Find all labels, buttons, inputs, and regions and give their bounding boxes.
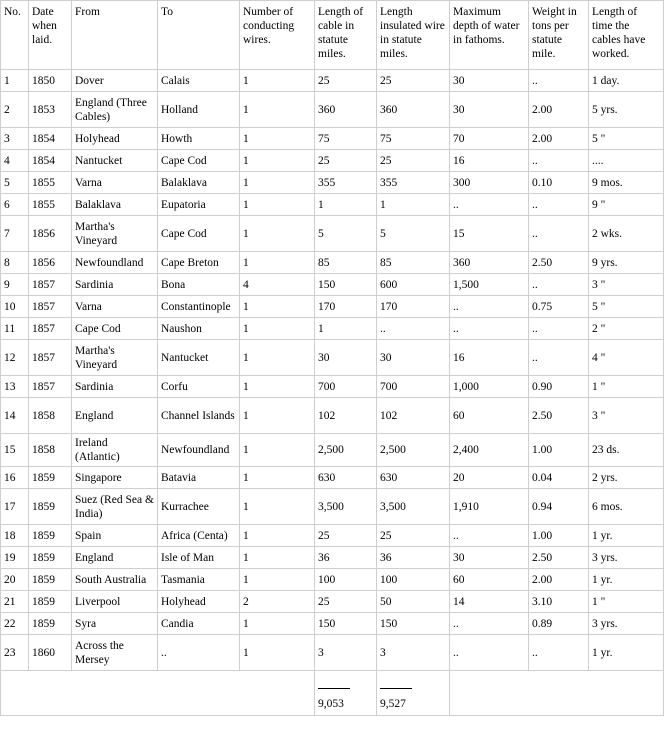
cell-no: 20 bbox=[1, 569, 29, 591]
cell-weight: .. bbox=[529, 150, 589, 172]
cell-worked: 2 wks. bbox=[589, 216, 664, 252]
cell-date: 1855 bbox=[29, 194, 72, 216]
cell-from: England bbox=[72, 398, 158, 434]
cell-wires: 1 bbox=[240, 150, 315, 172]
cell-no: 15 bbox=[1, 434, 29, 467]
cell-no: 7 bbox=[1, 216, 29, 252]
cell-date: 1859 bbox=[29, 525, 72, 547]
cell-cable: 25 bbox=[315, 150, 377, 172]
header-no: No. bbox=[1, 1, 29, 70]
total-insulated-cell bbox=[377, 671, 450, 716]
cell-weight: 0.90 bbox=[529, 376, 589, 398]
cell-no: 2 bbox=[1, 92, 29, 128]
cell-to: Holyhead bbox=[158, 591, 240, 613]
header-insulated-length: Length insulated wire in statute miles. bbox=[377, 1, 450, 70]
cell-insulated: 75 bbox=[377, 128, 450, 150]
sum-rule bbox=[318, 688, 350, 689]
cell-cable: 100 bbox=[315, 569, 377, 591]
table-row bbox=[1, 434, 664, 467]
cell-weight: 0.94 bbox=[529, 489, 589, 525]
cell-no: 19 bbox=[1, 547, 29, 569]
cell-wires: 1 bbox=[240, 613, 315, 635]
cell-date: 1859 bbox=[29, 489, 72, 525]
cell-no: 8 bbox=[1, 252, 29, 274]
cell-no: 5 bbox=[1, 172, 29, 194]
cell-cable: 102 bbox=[315, 398, 377, 434]
header-wires: Number of conducting wires. bbox=[240, 1, 315, 70]
cell-date: 1857 bbox=[29, 340, 72, 376]
cell-depth: 1,000 bbox=[450, 376, 529, 398]
cell-worked: 5 " bbox=[589, 296, 664, 318]
cell-wires: 1 bbox=[240, 340, 315, 376]
cell-cable: 75 bbox=[315, 128, 377, 150]
cell-no: 6 bbox=[1, 194, 29, 216]
header-date: Date when laid. bbox=[29, 1, 72, 70]
cell-date: 1850 bbox=[29, 70, 72, 92]
cell-weight: .. bbox=[529, 635, 589, 671]
cell-cable: 2,500 bbox=[315, 434, 377, 467]
table-row bbox=[1, 591, 664, 613]
cell-no: 14 bbox=[1, 398, 29, 434]
cell-wires: 1 bbox=[240, 635, 315, 671]
cell-worked: 2 " bbox=[589, 318, 664, 340]
cell-depth: .. bbox=[450, 525, 529, 547]
cell-worked: 3 " bbox=[589, 398, 664, 434]
cell-insulated: 100 bbox=[377, 569, 450, 591]
table-row bbox=[1, 398, 664, 434]
header-row bbox=[1, 1, 664, 70]
cell-to: Newfoundland bbox=[158, 434, 240, 467]
cell-weight: 1.00 bbox=[529, 434, 589, 467]
cell-worked: 5 yrs. bbox=[589, 92, 664, 128]
cell-no: 16 bbox=[1, 467, 29, 489]
cell-weight: 0.04 bbox=[529, 467, 589, 489]
table-body bbox=[1, 70, 664, 671]
cell-depth: 2,400 bbox=[450, 434, 529, 467]
cell-from: Cape Cod bbox=[72, 318, 158, 340]
cell-cable: 360 bbox=[315, 92, 377, 128]
cell-to: Cape Breton bbox=[158, 252, 240, 274]
cell-wires: 1 bbox=[240, 467, 315, 489]
cell-no: 3 bbox=[1, 128, 29, 150]
cell-worked: 1 " bbox=[589, 376, 664, 398]
cell-no: 1 bbox=[1, 70, 29, 92]
cell-depth: 60 bbox=[450, 569, 529, 591]
cell-wires: 4 bbox=[240, 274, 315, 296]
cell-no: 13 bbox=[1, 376, 29, 398]
cell-to: Eupatoria bbox=[158, 194, 240, 216]
cell-worked: 3 yrs. bbox=[589, 613, 664, 635]
cell-wires: 1 bbox=[240, 398, 315, 434]
cell-date: 1854 bbox=[29, 128, 72, 150]
cell-weight: 2.50 bbox=[529, 398, 589, 434]
cell-cable: 5 bbox=[315, 216, 377, 252]
cell-worked: 1 yr. bbox=[589, 525, 664, 547]
cell-depth: .. bbox=[450, 194, 529, 216]
cell-wires: 1 bbox=[240, 525, 315, 547]
cell-to: Tasmania bbox=[158, 569, 240, 591]
table-row bbox=[1, 489, 664, 525]
cell-worked: 1 yr. bbox=[589, 569, 664, 591]
cell-date: 1855 bbox=[29, 172, 72, 194]
cell-to: Batavia bbox=[158, 467, 240, 489]
cell-date: 1859 bbox=[29, 591, 72, 613]
cell-to: Cape Cod bbox=[158, 150, 240, 172]
table-row bbox=[1, 92, 664, 128]
cell-depth: .. bbox=[450, 318, 529, 340]
cell-cable: 150 bbox=[315, 274, 377, 296]
cell-wires: 1 bbox=[240, 92, 315, 128]
cell-to: .. bbox=[158, 635, 240, 671]
cell-worked: 23 ds. bbox=[589, 434, 664, 467]
cell-wires: 1 bbox=[240, 172, 315, 194]
cell-date: 1859 bbox=[29, 467, 72, 489]
cell-worked: 9 " bbox=[589, 194, 664, 216]
cell-depth: 30 bbox=[450, 70, 529, 92]
cell-cable: 1 bbox=[315, 194, 377, 216]
cell-depth: 14 bbox=[450, 591, 529, 613]
sum-rule bbox=[380, 688, 412, 689]
cell-insulated: 150 bbox=[377, 613, 450, 635]
cell-cable: 25 bbox=[315, 591, 377, 613]
cell-depth: 60 bbox=[450, 398, 529, 434]
cell-worked: 6 mos. bbox=[589, 489, 664, 525]
cell-from: Singapore bbox=[72, 467, 158, 489]
cell-from: England (Three Cables) bbox=[72, 92, 158, 128]
cell-cable: 36 bbox=[315, 547, 377, 569]
header-weight: Weight in tons per statute mile. bbox=[529, 1, 589, 70]
cell-no: 9 bbox=[1, 274, 29, 296]
cell-insulated: 170 bbox=[377, 296, 450, 318]
cell-from: Dover bbox=[72, 70, 158, 92]
totals-row bbox=[1, 671, 664, 716]
header-worked: Length of time the cables have worked. bbox=[589, 1, 664, 70]
cell-weight: .. bbox=[529, 340, 589, 376]
cell-worked: 5 " bbox=[589, 128, 664, 150]
cell-insulated: 36 bbox=[377, 547, 450, 569]
cell-date: 1857 bbox=[29, 274, 72, 296]
cell-worked: 1 " bbox=[589, 591, 664, 613]
cell-insulated: 102 bbox=[377, 398, 450, 434]
cell-depth: 16 bbox=[450, 340, 529, 376]
table-row bbox=[1, 525, 664, 547]
cell-from: Varna bbox=[72, 172, 158, 194]
cell-date: 1854 bbox=[29, 150, 72, 172]
table-row bbox=[1, 150, 664, 172]
cell-to: Naushon bbox=[158, 318, 240, 340]
cell-to: Channel Islands bbox=[158, 398, 240, 434]
cell-worked: 9 mos. bbox=[589, 172, 664, 194]
cell-worked: 9 yrs. bbox=[589, 252, 664, 274]
cell-insulated: .. bbox=[377, 318, 450, 340]
cell-worked: 3 yrs. bbox=[589, 547, 664, 569]
cell-insulated: 3,500 bbox=[377, 489, 450, 525]
table-row bbox=[1, 216, 664, 252]
cell-worked: 3 " bbox=[589, 274, 664, 296]
table-row bbox=[1, 194, 664, 216]
cell-weight: 2.00 bbox=[529, 92, 589, 128]
cell-no: 11 bbox=[1, 318, 29, 340]
table-row bbox=[1, 340, 664, 376]
cell-depth: 1,910 bbox=[450, 489, 529, 525]
cell-insulated: 360 bbox=[377, 92, 450, 128]
cell-depth: .. bbox=[450, 296, 529, 318]
cell-date: 1858 bbox=[29, 434, 72, 467]
cell-cable: 25 bbox=[315, 70, 377, 92]
cell-cable: 355 bbox=[315, 172, 377, 194]
cell-insulated: 600 bbox=[377, 274, 450, 296]
cell-no: 18 bbox=[1, 525, 29, 547]
cell-weight: .. bbox=[529, 70, 589, 92]
totals-spacer bbox=[1, 671, 315, 716]
cell-weight: 0.10 bbox=[529, 172, 589, 194]
cell-cable: 630 bbox=[315, 467, 377, 489]
cell-date: 1859 bbox=[29, 547, 72, 569]
cell-no: 12 bbox=[1, 340, 29, 376]
table-row bbox=[1, 274, 664, 296]
cell-no: 10 bbox=[1, 296, 29, 318]
header-depth: Maximum depth of water in fathoms. bbox=[450, 1, 529, 70]
table-row bbox=[1, 376, 664, 398]
cell-depth: .. bbox=[450, 635, 529, 671]
cell-from: Newfoundland bbox=[72, 252, 158, 274]
cell-depth: 1,500 bbox=[450, 274, 529, 296]
cell-cable: 25 bbox=[315, 525, 377, 547]
cell-insulated: 5 bbox=[377, 216, 450, 252]
cell-weight: .. bbox=[529, 216, 589, 252]
cell-weight: 2.50 bbox=[529, 252, 589, 274]
cell-date: 1860 bbox=[29, 635, 72, 671]
cell-from: Liverpool bbox=[72, 591, 158, 613]
cell-depth: .. bbox=[450, 613, 529, 635]
cell-weight: 2.00 bbox=[529, 569, 589, 591]
cell-wires: 1 bbox=[240, 216, 315, 252]
cell-from: England bbox=[72, 547, 158, 569]
cell-to: Bona bbox=[158, 274, 240, 296]
cell-from: Suez (Red Sea & India) bbox=[72, 489, 158, 525]
table-row bbox=[1, 613, 664, 635]
cell-insulated: 355 bbox=[377, 172, 450, 194]
cell-from: Syra bbox=[72, 613, 158, 635]
cell-depth: 16 bbox=[450, 150, 529, 172]
cell-weight: .. bbox=[529, 318, 589, 340]
cell-depth: 300 bbox=[450, 172, 529, 194]
cell-weight: 2.50 bbox=[529, 547, 589, 569]
cell-date: 1857 bbox=[29, 376, 72, 398]
table-row bbox=[1, 252, 664, 274]
cell-to: Constantinople bbox=[158, 296, 240, 318]
cell-to: Balaklava bbox=[158, 172, 240, 194]
cell-date: 1853 bbox=[29, 92, 72, 128]
cell-no: 17 bbox=[1, 489, 29, 525]
cell-no: 21 bbox=[1, 591, 29, 613]
cell-date: 1859 bbox=[29, 569, 72, 591]
cell-insulated: 50 bbox=[377, 591, 450, 613]
table-row bbox=[1, 467, 664, 489]
cell-wires: 1 bbox=[240, 318, 315, 340]
cell-weight: 2.00 bbox=[529, 128, 589, 150]
cell-cable: 30 bbox=[315, 340, 377, 376]
cell-cable: 1 bbox=[315, 318, 377, 340]
cell-wires: 2 bbox=[240, 591, 315, 613]
cell-weight: .. bbox=[529, 274, 589, 296]
cell-wires: 1 bbox=[240, 547, 315, 569]
header-from: From bbox=[72, 1, 158, 70]
cell-insulated: 2,500 bbox=[377, 434, 450, 467]
cell-wires: 1 bbox=[240, 194, 315, 216]
cell-wires: 1 bbox=[240, 128, 315, 150]
table-row bbox=[1, 296, 664, 318]
cell-date: 1856 bbox=[29, 252, 72, 274]
cell-insulated: 30 bbox=[377, 340, 450, 376]
cell-depth: 15 bbox=[450, 216, 529, 252]
cell-weight: 1.00 bbox=[529, 525, 589, 547]
cell-from: Martha's Vineyard bbox=[72, 216, 158, 252]
cell-from: Sardinia bbox=[72, 376, 158, 398]
total-cable-cell bbox=[315, 671, 377, 716]
cell-to: Isle of Man bbox=[158, 547, 240, 569]
cell-from: Sardinia bbox=[72, 274, 158, 296]
cell-insulated: 630 bbox=[377, 467, 450, 489]
table-row bbox=[1, 70, 664, 92]
cell-from: Nantucket bbox=[72, 150, 158, 172]
cell-weight: .. bbox=[529, 194, 589, 216]
cell-from: Varna bbox=[72, 296, 158, 318]
cell-date: 1857 bbox=[29, 318, 72, 340]
cell-cable: 85 bbox=[315, 252, 377, 274]
cell-cable: 3 bbox=[315, 635, 377, 671]
cell-depth: 30 bbox=[450, 92, 529, 128]
table-row bbox=[1, 569, 664, 591]
cell-worked: 1 day. bbox=[589, 70, 664, 92]
cell-to: Cape Cod bbox=[158, 216, 240, 252]
cell-insulated: 85 bbox=[377, 252, 450, 274]
cell-cable: 150 bbox=[315, 613, 377, 635]
cell-insulated: 3 bbox=[377, 635, 450, 671]
cell-insulated: 25 bbox=[377, 150, 450, 172]
cell-from: Spain bbox=[72, 525, 158, 547]
cell-insulated: 700 bbox=[377, 376, 450, 398]
cell-cable: 170 bbox=[315, 296, 377, 318]
cell-worked: 2 yrs. bbox=[589, 467, 664, 489]
cell-depth: 20 bbox=[450, 467, 529, 489]
cell-to: Nantucket bbox=[158, 340, 240, 376]
cell-weight: 0.75 bbox=[529, 296, 589, 318]
cell-date: 1859 bbox=[29, 613, 72, 635]
cell-depth: 30 bbox=[450, 547, 529, 569]
cell-wires: 1 bbox=[240, 489, 315, 525]
cell-no: 4 bbox=[1, 150, 29, 172]
cell-depth: 360 bbox=[450, 252, 529, 274]
cell-insulated: 1 bbox=[377, 194, 450, 216]
cell-date: 1857 bbox=[29, 296, 72, 318]
cell-worked: .... bbox=[589, 150, 664, 172]
table-row bbox=[1, 172, 664, 194]
cell-wires: 1 bbox=[240, 434, 315, 467]
cell-from: Holyhead bbox=[72, 128, 158, 150]
cell-worked: 4 " bbox=[589, 340, 664, 376]
cell-date: 1858 bbox=[29, 398, 72, 434]
cell-from: Martha's Vineyard bbox=[72, 340, 158, 376]
cell-cable: 700 bbox=[315, 376, 377, 398]
cell-wires: 1 bbox=[240, 70, 315, 92]
cell-no: 22 bbox=[1, 613, 29, 635]
cell-worked: 1 yr. bbox=[589, 635, 664, 671]
cell-to: Corfu bbox=[158, 376, 240, 398]
table-row bbox=[1, 635, 664, 671]
table-row bbox=[1, 128, 664, 150]
cell-to: Holland bbox=[158, 92, 240, 128]
cell-to: Howth bbox=[158, 128, 240, 150]
total-cable: 9,053 bbox=[318, 698, 344, 710]
cell-from: Across the Mersey bbox=[72, 635, 158, 671]
cell-depth: 70 bbox=[450, 128, 529, 150]
cell-insulated: 25 bbox=[377, 70, 450, 92]
total-insulated: 9,527 bbox=[380, 698, 406, 710]
cell-wires: 1 bbox=[240, 569, 315, 591]
cell-wires: 1 bbox=[240, 376, 315, 398]
cell-cable: 3,500 bbox=[315, 489, 377, 525]
totals-blank bbox=[450, 671, 664, 716]
table-row bbox=[1, 318, 664, 340]
cell-wires: 1 bbox=[240, 296, 315, 318]
cell-from: Ireland (Atlantic) bbox=[72, 434, 158, 467]
cell-date: 1856 bbox=[29, 216, 72, 252]
cell-to: Candia bbox=[158, 613, 240, 635]
cell-wires: 1 bbox=[240, 252, 315, 274]
cell-weight: 3.10 bbox=[529, 591, 589, 613]
cell-no: 23 bbox=[1, 635, 29, 671]
cell-to: Calais bbox=[158, 70, 240, 92]
cell-from: Balaklava bbox=[72, 194, 158, 216]
cell-from: South Australia bbox=[72, 569, 158, 591]
header-to: To bbox=[158, 1, 240, 70]
cell-to: Africa (Centa) bbox=[158, 525, 240, 547]
table-row bbox=[1, 547, 664, 569]
header-cable-length: Length of cable in statute miles. bbox=[315, 1, 377, 70]
cell-insulated: 25 bbox=[377, 525, 450, 547]
cell-weight: 0.89 bbox=[529, 613, 589, 635]
cell-to: Kurrachee bbox=[158, 489, 240, 525]
